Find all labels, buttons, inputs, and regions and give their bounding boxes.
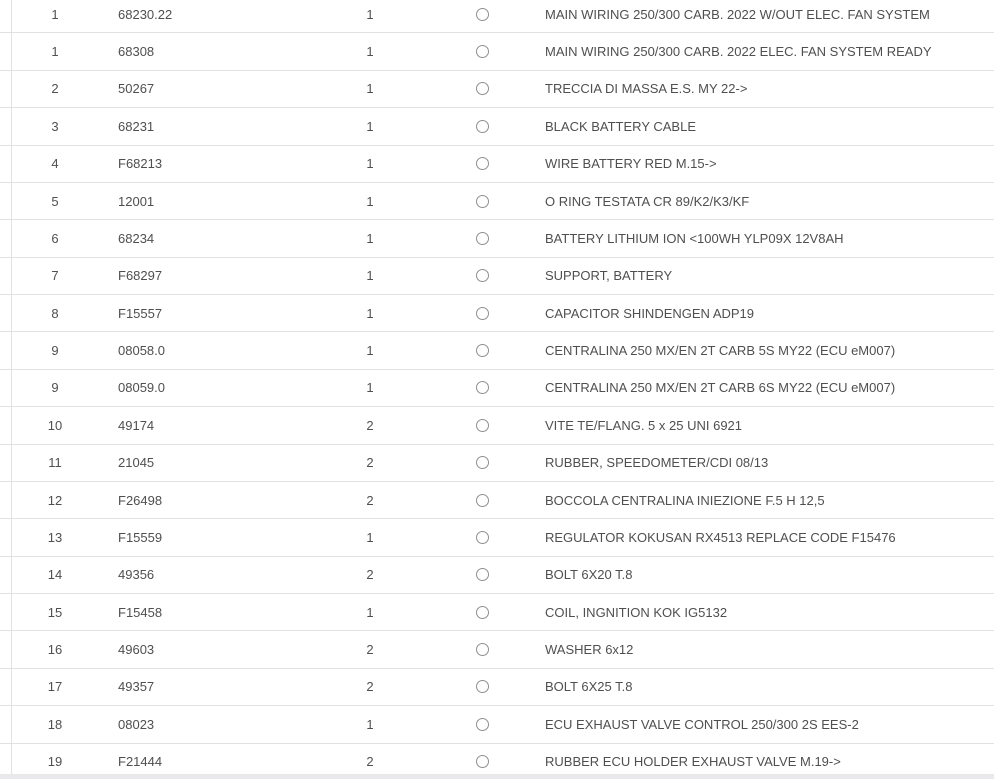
quantity: 2 [366,642,374,658]
part-code: 68234 [118,230,155,246]
position-number: 2 [51,81,59,97]
quantity: 1 [366,44,374,60]
quantity: 1 [366,380,374,396]
table-row [0,519,994,556]
select-part-radio-icon[interactable] [476,269,489,282]
part-description: BLACK BATTERY CABLE [545,118,697,134]
part-code: 50267 [118,81,155,97]
table-row [0,0,994,33]
table-row [0,295,994,332]
part-code: 08023 [118,716,155,732]
table-row [0,407,994,444]
part-code: F68297 [118,268,163,284]
part-code: 08058.0 [118,343,165,359]
quantity: 2 [366,567,374,583]
position-number: 11 [48,455,62,471]
table-row [0,482,994,519]
part-code: 08059.0 [118,380,165,396]
position-number: 17 [47,679,63,695]
part-description: SUPPORT, BATTERY [545,268,673,284]
select-part-radio-icon[interactable] [476,755,489,768]
quantity: 1 [366,268,374,284]
select-part-radio-icon[interactable] [476,120,489,133]
part-code: F15557 [118,305,163,321]
quantity: 1 [366,81,374,97]
position-number: 13 [47,529,63,545]
table-row [0,258,994,295]
part-code: 68230.22 [118,6,173,22]
position-number: 9 [51,343,59,359]
quantity: 1 [366,118,374,134]
select-part-radio-icon[interactable] [476,494,489,507]
quantity: 1 [366,6,374,22]
part-description: WASHER 6x12 [545,642,634,658]
table-row [0,183,994,220]
position-number: 14 [47,567,63,583]
quantity: 1 [366,230,374,246]
select-part-radio-icon[interactable] [476,456,489,469]
part-code: 68308 [118,44,155,60]
table-row [0,631,994,668]
part-description: TRECCIA DI MASSA E.S. MY 22-> [545,81,748,97]
position-number: 16 [47,642,63,658]
part-description: ECU EXHAUST VALVE CONTROL 250/300 2S EES-2 [545,716,859,732]
position-number: 18 [47,716,63,732]
part-description: WIRE BATTERY RED M.15-> [545,156,717,172]
quantity: 1 [366,529,374,545]
part-code: 21045 [118,455,155,471]
select-part-radio-icon[interactable] [476,680,489,693]
part-description: BATTERY LITHIUM ION <100WH YLP09X 12V8AH [545,230,844,246]
quantity: 1 [366,305,374,321]
part-code: F26498 [118,492,163,508]
select-part-radio-icon[interactable] [476,232,489,245]
position-number: 10 [47,417,63,433]
position-number: 19 [47,754,63,770]
part-description: MAIN WIRING 250/300 CARB. 2022 W/OUT ELEC. FAN SYSTEM [545,6,930,22]
table-row [0,33,994,70]
table-row [0,706,994,743]
part-description: REGULATOR KOKUSAN RX4513 REPLACE CODE F15476 [545,529,896,545]
select-part-radio-icon[interactable] [476,8,489,21]
quantity: 1 [366,604,374,620]
part-code: F15559 [118,529,163,545]
quantity: 2 [366,417,374,433]
quantity: 1 [366,156,374,172]
part-description: CENTRALINA 250 MX/EN 2T CARB 5S MY22 (ECU eM007) [545,343,896,359]
quantity: 1 [366,193,374,209]
select-part-radio-icon[interactable] [476,344,489,357]
part-description: COIL, INGNITION KOK IG5132 [545,604,728,620]
part-description: RUBBER ECU HOLDER EXHAUST VALVE M.19-> [545,754,841,770]
part-description: CENTRALINA 250 MX/EN 2T CARB 6S MY22 (ECU eM007) [545,380,896,396]
quantity: 2 [366,455,374,471]
position-number: 6 [51,230,59,246]
select-part-radio-icon[interactable] [476,307,489,320]
table-row [0,445,994,482]
select-part-radio-icon[interactable] [476,568,489,581]
part-description: CAPACITOR SHINDENGEN ADP19 [545,305,755,321]
quantity: 1 [366,716,374,732]
table-row [0,71,994,108]
part-code: 49357 [118,679,155,695]
part-code: 49603 [118,642,155,658]
select-part-radio-icon[interactable] [476,45,489,58]
part-description: BOCCOLA CENTRALINA INIEZIONE F.5 H 12,5 [545,492,825,508]
select-part-radio-icon[interactable] [476,381,489,394]
table-row [0,557,994,594]
position-number: 15 [47,604,63,620]
position-number: 5 [51,193,59,209]
select-part-radio-icon[interactable] [476,643,489,656]
table-row [0,669,994,706]
position-number: 1 [51,44,59,60]
quantity: 2 [366,754,374,770]
table-row [0,332,994,369]
table-row [0,370,994,407]
part-code: F68213 [118,156,163,172]
part-description: BOLT 6X25 T.8 [545,679,633,695]
position-number: 8 [51,305,59,321]
table-row [0,220,994,257]
position-number: 12 [47,492,63,508]
table-row [0,594,994,631]
quantity: 1 [366,343,374,359]
part-description: O RING TESTATA CR 89/K2/K3/KF [545,193,750,209]
table-row [0,146,994,183]
select-part-radio-icon[interactable] [476,718,489,731]
part-description: MAIN WIRING 250/300 CARB. 2022 ELEC. FAN SYSTEM READY [545,44,932,60]
position-number: 1 [51,6,59,22]
select-part-radio-icon[interactable] [476,606,489,619]
select-part-radio-icon[interactable] [476,419,489,432]
quantity: 2 [366,679,374,695]
quantity: 2 [366,492,374,508]
select-part-radio-icon[interactable] [476,195,489,208]
table-left-border [11,0,12,774]
part-description: RUBBER, SPEEDOMETER/CDI 08/13 [545,455,769,471]
part-description: BOLT 6X20 T.8 [545,567,633,583]
next-row-cutoff-strip [0,774,994,779]
part-code: 12001 [118,193,155,209]
table-row [0,108,994,145]
part-code: F15458 [118,604,163,620]
position-number: 3 [51,118,59,134]
part-code: 49174 [118,417,155,433]
part-code: 49356 [118,567,155,583]
position-number: 9 [51,380,59,396]
select-part-radio-icon[interactable] [476,531,489,544]
position-number: 7 [51,268,59,284]
part-description: VITE TE/FLANG. 5 x 25 UNI 6921 [545,417,743,433]
part-code: F21444 [118,754,163,770]
position-number: 4 [51,156,59,172]
select-part-radio-icon[interactable] [476,82,489,95]
select-part-radio-icon[interactable] [476,157,489,170]
part-code: 68231 [118,118,155,134]
